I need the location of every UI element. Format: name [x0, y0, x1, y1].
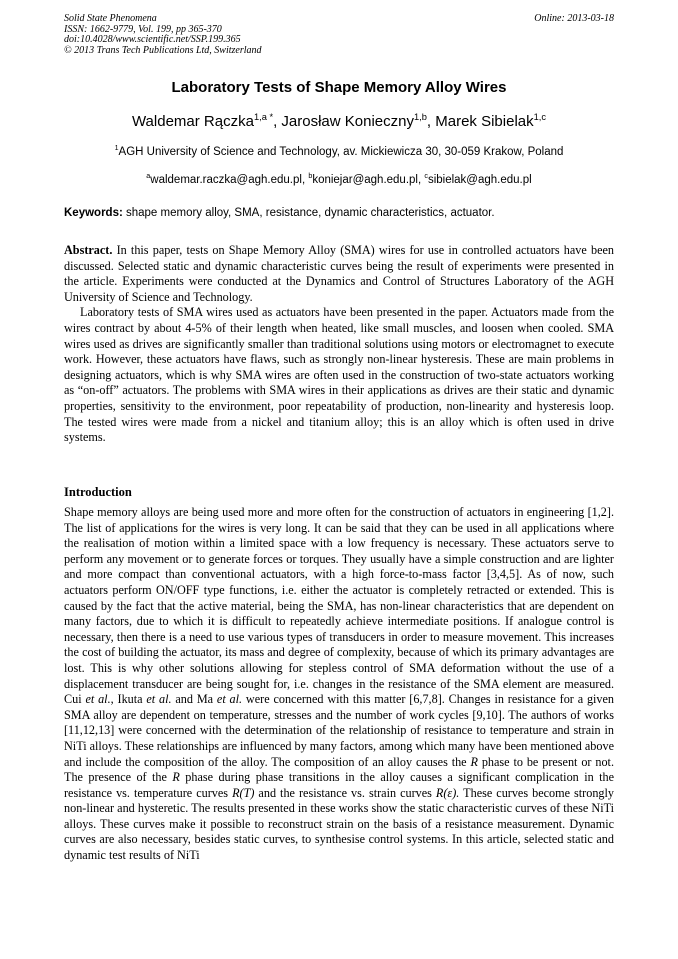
abstract-text: In this paper, tests on Shape Memory Alloy (SMA) wires for use in controlled actuators have been discussed. Selected static and dynamic characteristic curves being the result of experiments were presented in the article. Experiments were conducted at the Dynamics and Control of Structures Laboratory of the AGH University of Science and Technology. — [64, 243, 614, 304]
abstract-paragraph: Laboratory tests of SMA wires used as actuators have been presented in the paper. Actuators made from the wires contract by about 4-5% of their length when heated, like small muscles, and loosen when cooled. SMA wires used as drives are significantly smaller than traditional solutions using motors or electromagnet to execute work. However, these actuators have flaws, such as strongly non-linear hysteresis. These are main problems in designing actuators, which is why SMA wires are often used in the construction of two-state actuators working as “on-off” actuators. The problems with SMA wires in their applications as drives are their static and dynamic properties, sensitivity to the environment, poor repeatability of production, non-linearity and hysteresis loop. The tested wires were made from a nickel and titanium alloy; this is an alloy which is often used in drive systems. — [64, 305, 614, 445]
email-mark: a — [146, 172, 151, 181]
author-affiliation-mark: 1,b — [413, 112, 427, 122]
abstract-label: Abstract. — [64, 243, 113, 257]
author-affiliation-mark: 1,a * — [253, 112, 274, 122]
section-heading-introduction: Introduction — [64, 485, 132, 499]
italic-text: R — [172, 770, 180, 785]
author-name: Jarosław Konieczny — [281, 113, 414, 130]
affiliation-text: AGH University of Science and Technology, av. Mickiewicza 30, 30-059 Krakow, Poland — [118, 146, 564, 158]
introduction-paragraph — [64, 505, 614, 864]
online-date: Online: 2013-03-18 — [534, 13, 614, 24]
abstract-section — [64, 243, 614, 446]
italic-text: et al. — [85, 692, 111, 707]
abstract-paragraph — [64, 243, 614, 305]
email-mark: b — [308, 172, 313, 181]
introduction-section — [64, 505, 614, 864]
email-mark: c — [424, 172, 428, 181]
email-list — [0, 174, 678, 186]
author-name: Waldemar Rączka — [131, 113, 254, 130]
author-affiliation-mark: 1,c — [533, 112, 547, 122]
italic-text: R(T) — [232, 785, 255, 800]
body-text: were concerned with this matter [6,7,8]. Changes in resistance for a given SMA alloy are dependent on temperature, stresses and the number of work cycles [9,10]. The authors of works [11,12,13] were concerned with the determination of the relationship of resistance to temperature and strain in NiTi alloys. These relationships are influenced by many factors, among which many have been mentioned above and include the composition of the alloy. The composition of an alloy causes the — [64, 692, 615, 769]
italic-text: R — [470, 754, 478, 769]
keywords — [64, 207, 624, 219]
italic-text: R(ε). — [435, 785, 460, 800]
body-text: These curves become strongly non-linear and hysteretic. The results presented in these works show the static characteristic curves of these NiTi alloys. These curves make it possible to reconstruct strain on the basis of a resistance measurement. Dynamic curves are also necessary, besides static curves, to synthesise control systems. In this article, selected static and dynamic test results of NiTi — [64, 785, 614, 863]
doi-line: doi:10.4028/www.scientific.net/SSP.199.365 — [64, 34, 241, 45]
email-link[interactable]: sibielak@agh.edu.pl — [427, 174, 532, 186]
author-name: Marek Sibielak — [435, 113, 534, 130]
email-link[interactable]: koniejar@agh.edu.pl, — [312, 174, 425, 186]
author-list — [0, 113, 678, 130]
author-separator: , — [426, 113, 436, 130]
keywords-label: Keywords: — [64, 207, 123, 219]
body-text: phase to be present or not. The presence of the — [64, 754, 614, 785]
journal-name: Solid State Phenomena — [64, 13, 157, 24]
body-text: and the resistance vs. strain curves — [254, 785, 436, 800]
body-text: Shape memory alloys are being used more and more often for the construction of actuators in engineering [1,2]. The list of applications for the wires is very long. It can be said that they can be used in all applications where the realisation of motion within a limited space with a low frequency is necessary. These actuators serve to perform any movement or to generate forces or torques. They usually have a simple construction and are lighter and more compact than conventional actuators, with a high force-to-mass factor [3,4,5]. As of now, such actuators perform ON/OFF type functions, i.e. either the actuator is completely retracted or extended. This is caused by the fact that the active material, being the SMA, has non-linear characteristics that are dependent on many factors, due to which it is difficult to repeatedly achieve intermediate positions. If analogue control is necessary, then there is a need to use various types of transducers in order to measure movement. This increases the cost of building the actuator, its mass and degree of complexity, because of which its primary advantages are lost. This is why other solutions allowing for stepless control of SMA deformation without the use of a displacement transducer are being sought for, i.e. changes in the resistance of the SMA element are measured. Cui — [64, 505, 614, 707]
journal-header — [64, 14, 262, 56]
body-text: , Ikuta — [110, 692, 147, 707]
keywords-text: shape memory alloy, SMA, resistance, dynamic characteristics, actuator. — [122, 207, 495, 219]
paper-title: Laboratory Tests of Shape Memory Alloy Wires — [171, 79, 507, 96]
body-text: phase during phase transitions in the alloy causes a significant complication in the resistance vs. temperature curves — [64, 770, 614, 800]
copyright-line: © 2013 Trans Tech Publications Ltd, Switzerland — [64, 44, 262, 56]
email-link[interactable]: waldemar.raczka@agh.edu.pl, — [150, 174, 309, 186]
issn-line: ISSN: 1662-9779, Vol. 199, pp 365-370 — [64, 23, 222, 35]
italic-text: et al. — [216, 692, 243, 707]
italic-text: et al. — [146, 692, 172, 707]
body-text: and Ma — [171, 692, 217, 707]
affiliation — [0, 146, 678, 158]
author-separator: , — [273, 113, 282, 130]
affiliation-mark: 1 — [114, 144, 119, 153]
